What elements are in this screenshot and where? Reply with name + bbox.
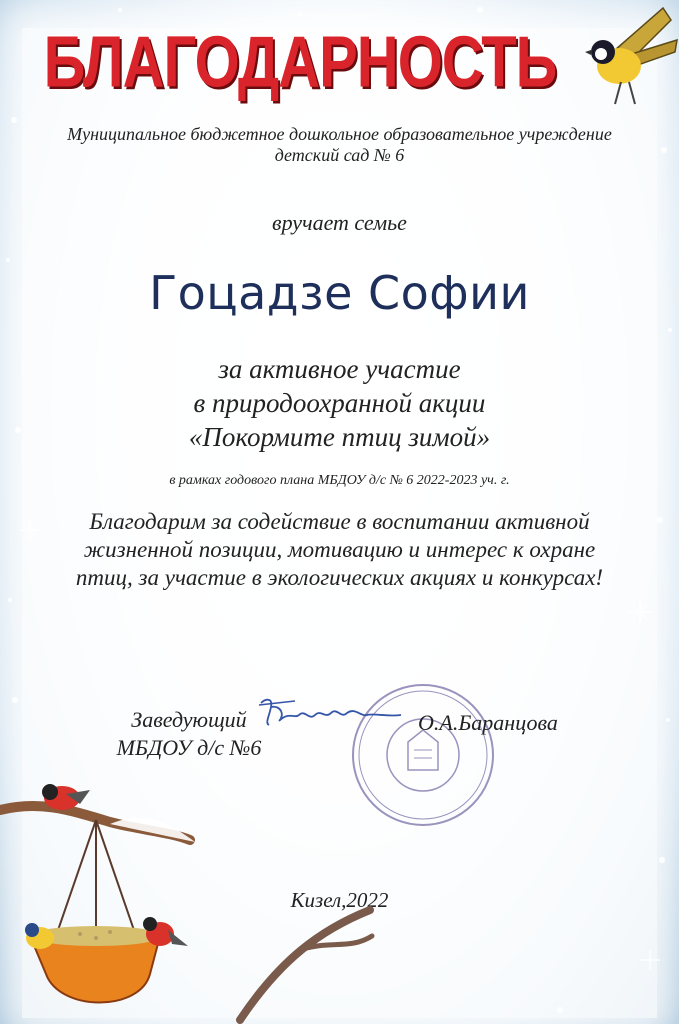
bird-feeder-illustration bbox=[0, 760, 679, 1024]
place-and-year: Кизел,2022 bbox=[290, 888, 389, 912]
award-reason bbox=[0, 352, 679, 454]
signatory-position bbox=[104, 706, 274, 762]
titmouse-icon bbox=[585, 0, 679, 110]
organization-line-1: Муниципальное бюджетное дошкольное образовательное учреждение bbox=[67, 124, 612, 144]
plan-note: в рамках годового плана МБДОУ д/с № 6 2022-2023 уч. г. bbox=[169, 473, 510, 488]
position-line-2: МБДОУ д/с №6 bbox=[116, 735, 262, 760]
reason-line-3: «Покормите птиц зимой» bbox=[188, 422, 491, 452]
director-name: О.А.Баранцова bbox=[418, 710, 558, 735]
thanks-line-1: Благодарим за содействие в воспитании активной bbox=[89, 509, 590, 534]
presents-to: вручает семье bbox=[272, 210, 407, 235]
recipient-name: Гоцадзе Софии bbox=[149, 266, 530, 320]
organization-line-2: детский сад № 6 bbox=[274, 145, 405, 165]
thanks-line-2: жизненной позиции, мотивацию и интерес к охране bbox=[83, 537, 596, 562]
thanks-text bbox=[0, 508, 679, 592]
signature bbox=[255, 695, 405, 735]
reason-line-1: за активное участие bbox=[218, 354, 461, 384]
reason-line-2: в природоохранной акции bbox=[193, 388, 486, 418]
organization-name bbox=[0, 124, 679, 166]
position-line-1: Заведующий bbox=[131, 707, 247, 732]
thanks-line-3: птиц, за участие в экологических акциях и конкурсах! bbox=[75, 565, 604, 590]
certificate-title: БЛАГОДАРНОСТЬ bbox=[43, 21, 557, 103]
